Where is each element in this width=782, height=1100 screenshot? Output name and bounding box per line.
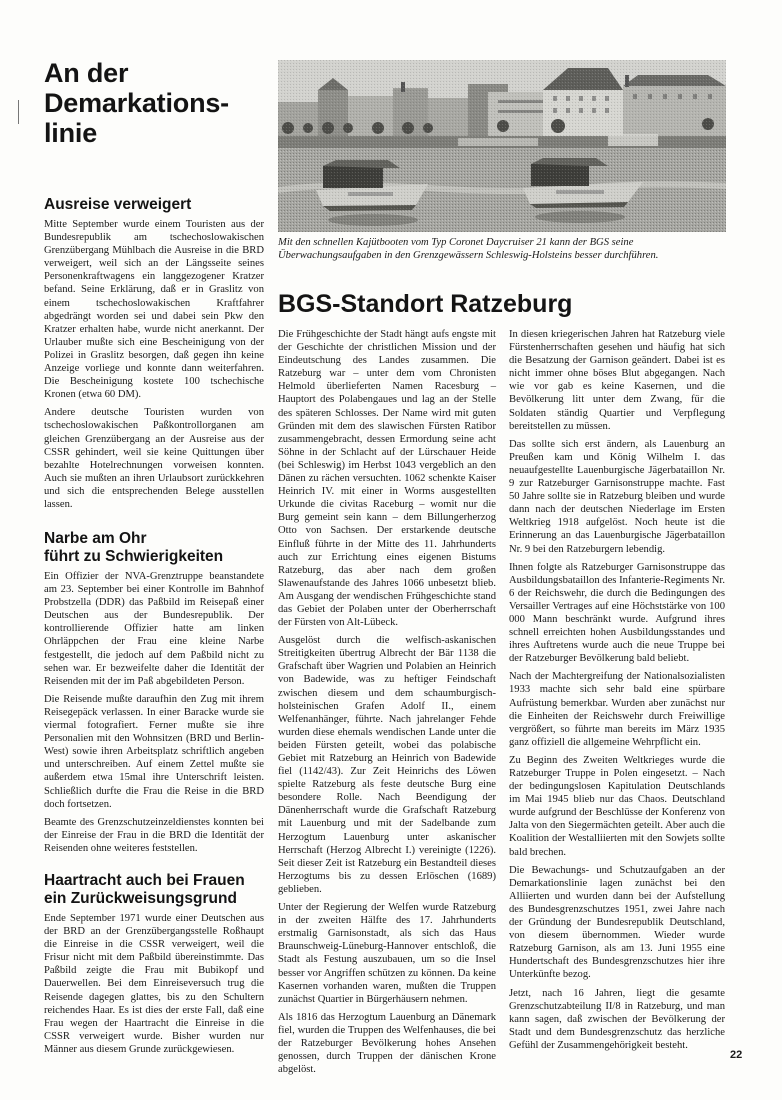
heading-line: Ausreise verweigert — [44, 196, 192, 213]
section-heading — [44, 872, 264, 908]
section-body — [44, 570, 264, 855]
section-heading — [44, 530, 264, 566]
main-title-line: linie — [44, 118, 98, 148]
main-title-line: An der — [44, 58, 129, 88]
paragraph: Andere deutsche Touristen wurden von tschechoslowakischen Paßkontrollorganen am gleichen Grenzübergang an der Ausreise aus der CSSR gehindert, weil sie keine Quittungen über bezahlte Hotelrechnungen vorweisen konnten. Auch sie mußten an ihren Urlaubsort zurückkehren und sich die entsprechenden Belege ausstellen lassen. — [44, 407, 264, 510]
main-title — [44, 58, 264, 148]
photo-caption: Mit den schnellen Kajütbooten vom Typ Coronet Daycruiser 21 kann der BGS seine Überwachungsaufgaben in den Grenzgewässern Schleswig-Holsteins besser durchführen. — [278, 237, 659, 261]
paragraph: Zu Beginn des Zweiten Weltkrieges wurde die Ratzeburger Truppe in Polen eingesetzt. – Nach der bedingungslosen Kapitulation Deutschlands im Mai 1945 blieb nur das Chaos. Deutschland wurde aufgrund der Beschlüsse der Konferenz von Jalta von den Siegermächten geteilt. Aber auch die Koalition der Westalliierten mit den Sowjets sollte bald brechen. — [509, 754, 725, 858]
photo-illustration — [278, 60, 726, 232]
section-heading — [44, 196, 264, 214]
paragraph: Ausgelöst durch die welfisch-askanischen Streitigkeiten übertrug Albrecht der Bär 1138 die Grafschaft über Wagrien und Polabien an Heinrich von Badewide, was zu heftiger Feindschaft zwischen diesem und dem schaumburgisch-holsteinischen Grafen Adolf II., einem Welfenanhänger, führte. Nach jahrelanger Fehde wurden diese ehemals wendischen Lande unter die beiden Fürsten geteilt, wobei das polabische Gebiet mit Ratzeburg an Heinrich von Badewide fiel (1142/43). Zur Zeit Heinrichs des Löwen spielte Ratzeburg als feste deutsche Burg eine besondere Rolle. Nach Beendigung der Dänenherrschaft wurde die Grafschaft Ratzeburg mit Lauenburg und mit der Sadelbande zum Herzogtum Lauenburg unter askanischer Herrschaft (Herzog Albrecht I.) vereinigte (1226). Seit dieser Zeit ist Ratzeburg ein Bestandteil dieses Herzogtums bis zu dessen Erlöschen (1689) geblieben. — [278, 635, 496, 895]
paragraph: Die Bewachungs- und Schutzaufgaben an der Demarkationslinie lagen zunächst bei den Alliierten und wurden dann bei der Aufstellung des Bundesgrenzschutzes 1951, zwei Jahre nach der Gründung der Bundesrepublik Deutschland, von diesem übernommen. Wieder wurde Ratzeburg Garnison, als am 13. Juni 1955 eine Hundertschaft des Bundesgrenzschutzes hier ihre Unterkünfte bezog. — [509, 864, 725, 981]
heading-line: führt zu Schwierigkeiten — [44, 548, 224, 565]
paragraph: Das sollte sich erst ändern, als Lauenburg an Preußen kam und König Wilhelm I. das neuaufgestellte Lauenburgische Jägerbataillon Nr. 9 zur Ratzeburger Garnisonstruppe machte. Fast 50 Jahre sollte sie in Ratzeburg bleiben und wurde dann nach der deutschen Niederlage im Ersten Weltkrieg 1918 aufgelöst. Noch heute ist die Erinnerung an das Lauenburgische Jägerbataillon Nr. 9 bei den Ratzeburgern lebendig. — [509, 438, 725, 555]
article-column-right — [509, 328, 725, 1057]
heading-line: Narbe am Ohr — [44, 530, 147, 547]
paragraph: Ihnen folgte als Ratzeburger Garnisonstruppe das Ausbildungsbataillon des Infanterie-Regiments Nr. 6 der Reichswehr, die durch die Bedingungen des Versailler Vertrages auf eine Höchststärke von 100 000 Mann beschränkt wurde. Aufgrund ihres schnell erreichten hohen Ausbildungsstandes und ihres Auftretens wurde auch die neue Truppe bei der Ratzeburger Bevölkerung bald beliebt. — [509, 561, 725, 665]
paragraph: Die Frühgeschichte der Stadt hängt aufs engste mit der Geschichte der christlichen Mission und der Eindeutschung des Landes zusammen. Die Ratzeburg war – unter dem vom Chronisten Helmold überlieferten Namen Racesburg – Hauptort des Polabengaues und lag an der Stelle des späteren Schlosses. Der Name wird mit guten Gründen mit dem des slawischen Fürsten Ratibor zusammengebracht, dessen Ermordung seine acht Söhne in der Schlacht auf der Lürschauer Heide (bei Schleswig) im Herbst 1043 vergeblich an den Dänen zu rächen versuchten. 1062 schenkte Kaiser Heinrich IV. mit einer in Worms ausgestellten Urkunde die civitas Raceburg – womit nur die Burg gemeint sein kann – dem Billungerherzog Otto von Sachsen. Der erstarkende deutsche Einfluß führte in der Mitte des 11. Jahrhunderts auch zur Errichtung eines eigenen Bistums Ratzeburg, das aber nach dem großen Slawenaufstande des Jahres 1066 unbesetzt blieb. Am Ausgang der wendischen Frühgeschichte stand das Gebiet der Polaben unter der Oberherrschaft der Fürsten von Alt-Lübeck. — [278, 329, 496, 629]
paragraph: Ende September 1971 wurde einer Deutschen aus der BRD an der Grenzübergangsstelle Roßhaupt die Einreise in die CSSR verweigert, weil die Frisur nicht mit dem Paßbild übereinstimmte. Das Paßbild zeigte die Frau mit Bubikopf und Dauerwellen. Bei dem Einreiseversuch trug die Reisende dagegen glattes, bis zu den Schultern reichendes Haar. Es ist dies der erste Fall, daß eine Frau wegen der Haartracht die Einreise in die CSSR verweigert wurde. Bisher wurden nur Männer aus diesem Grunde zurückgewiesen. — [44, 913, 264, 1055]
paragraph: Mitte September wurde einem Touristen aus der Bundesrepublik am tschechoslowakischen Grenzübergang Mühlbach die Ausreise in die BRD verweigert, weil sich an der Längsseite seines Personenkraftwagens ein langgezogener Kratzer befand. Seine Erklärung, daß er in Graslitz von einem tschechoslowakischen Kraftfahrer abgedrängt worden sei und dabei sein Pkw den Kratzer erhalten habe, wurde nicht anerkannt. Der Urlauber mußte sich eine Bescheinigung von der Polizei in Graslitz besorgen, daß gegen ihn keine Anzeige vorliege und konnte dann weiterfahren. Die Bescheinigung kostete 100 tschechische Kronen (etwa 60 DM). — [44, 219, 264, 401]
article-column-middle — [278, 328, 496, 1081]
paragraph: Unter der Regierung der Welfen wurde Ratzeburg in der zweiten Hälfte des 17. Jahrhunderts erstmalig Garnisonstadt, als sich das Haus Braunschweig-Lüneburg-Hannover entschloß, die Stadt als Festung auszubauen, um so die Insel besser vor Angriffen schützen zu können. Da keine Kasernen vorhanden waren, mußten die Truppen zunächst Quartier in Bürgerhäusern nehmen. — [278, 902, 496, 1005]
paragraph: Die Reisende mußte daraufhin den Zug mit ihrem Reisegepäck verlassen. In einer Baracke wurde sie viermal fotografiert. Ferner mußte sie ihre Personalien mit den Wohnsitzen (BRD und Berlin-West) sowie ihren Arbeitsplatz schriftlich angeben und unterschreiben. Auf einem Zettel mußte sie außerdem etwa 15mal ihre Unterschrift leisten. Schließlich durfte die Frau die Reise in die BRD doch fortsetzen. — [44, 693, 264, 810]
heading-line: ein Zurückweisungsgrund — [44, 890, 237, 907]
section-narbe — [44, 530, 264, 860]
main-title-line: Demarkations- — [44, 88, 229, 118]
paragraph: Jetzt, nach 16 Jahren, liegt die gesamte Grenzschutzabteilung II/8 in Ratzeburg, und man kann sagen, daß zwischen der Bevölkerung der Stadt und dem Bundesgrenzschutz das herzliche Gefühl der Zusammengehörigkeit besteht. — [509, 987, 725, 1051]
section-ausreise — [44, 196, 264, 516]
article-title: BGS-Standort Ratzeburg — [278, 290, 573, 318]
page-number: 22 — [730, 1049, 743, 1061]
paragraph: Ein Offizier der NVA-Grenztruppe beanstandete am 23. September bei einer Kontrolle im Bahnhof Probstzella (DDR) das Paßbild im Reisepaß einer Deutschen aus der Bundesrepublik. Der kontrollierende Offizier hatte am linken Ohrläppchen der Frau eine kleine Narbe festgestellt, die jedoch auf dem Paßbild nicht zu sehen war. Er bezweifelte daher die Identität der Reisenden mit der im Paß abgebildeten Person. — [44, 571, 264, 687]
paragraph: Beamte des Grenzschutzeinzeldienstes konnten bei der Einreise der Frau in die BRD die Identität der Reisenden ohne weiteres feststellen. — [44, 816, 264, 854]
photo-patrol-boats — [278, 60, 726, 232]
section-body — [44, 218, 264, 511]
paragraph: Als 1816 das Herzogtum Lauenburg an Dänemark fiel, wurden die Truppen des Welfenhauses, die bei der Ratzeburger Bevölkerung hohes Ansehen genossen, durch Truppen der dänischen Krone abgelöst. — [278, 1011, 496, 1076]
paragraph: Nach der Machtergreifung der Nationalsozialisten 1933 machte sich sehr bald eine spürbare Aufrüstung bemerkbar. Wurden aber zunächst nur die Einheiten der Reichswehr durch Freiwillige vergrößert, so führte man bereits im März 1935 ganz offiziell die allgemeine Wehrpflicht ein. — [509, 671, 725, 748]
section-body — [44, 912, 264, 1056]
scan-artifact — [18, 100, 19, 124]
paragraph: In diesen kriegerischen Jahren hat Ratzeburg viele Fürstenherrschaften gesehen und häufig hat sich die Besatzung der Garnison geändert. Dabei ist es nicht immer ohne böses Blut abgegangen. Nach wie vor gab es keine Kasernen, und die Bevölkerung litt unter dem Zwang, für die Soldaten ständig Quartier und Verpflegung bereitstellen zu müssen. — [509, 329, 725, 432]
section-haartracht — [44, 872, 264, 1061]
heading-line: Haartracht auch bei Frauen — [44, 872, 245, 889]
